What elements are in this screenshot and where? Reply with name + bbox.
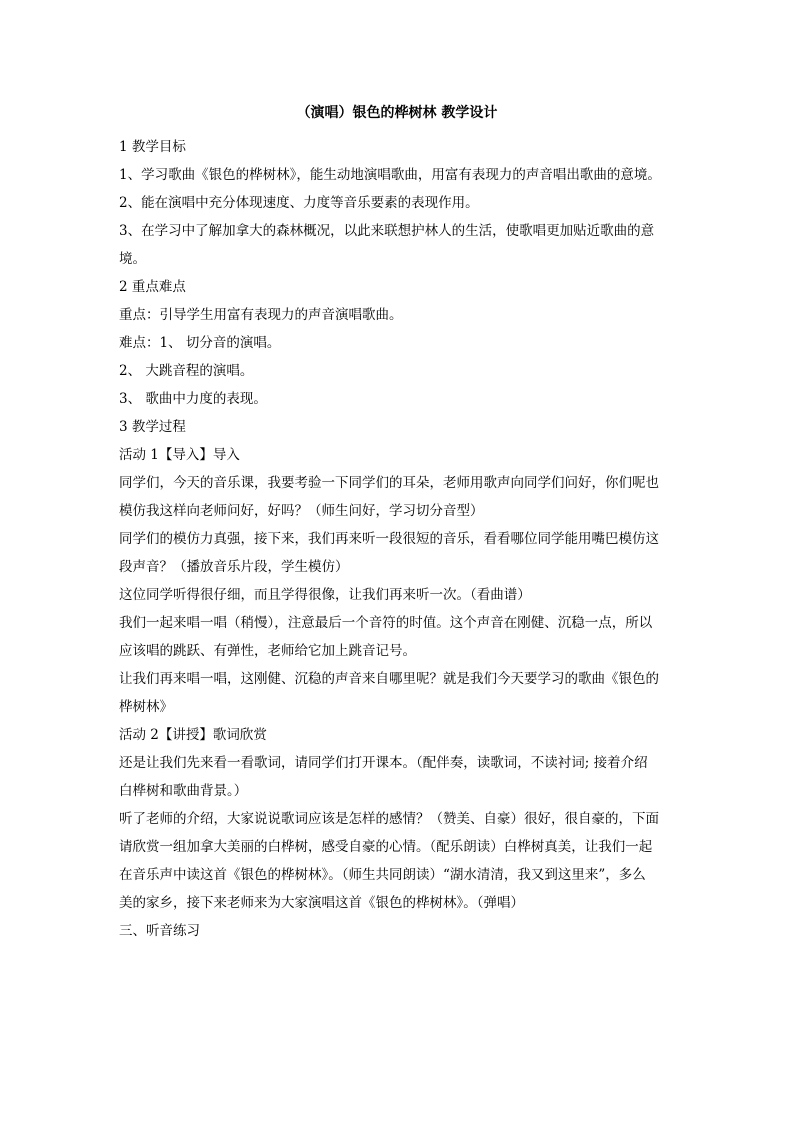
paragraph: 让我们再来唱一唱，这刚健、沉稳的声音来自哪里呢？就是我们今天要学习的歌曲《银色的 [119, 671, 659, 687]
paragraph: 听了老师的介绍，大家说说歌词应该是怎样的感情？（赞美、自豪）很好，很自豪的，下面 [119, 811, 659, 827]
paragraph: 3、在学习中了解加拿大的森林概况，以此来联想护林人的生活，使歌唱更加贴近歌曲的意 [119, 223, 655, 239]
paragraph: 同学们的模仿力真强，接下来，我们再来听一段很短的音乐，看看哪位同学能用嘴巴模仿这 [119, 531, 659, 547]
paragraph: 这位同学听得很仔细，而且学得很像，让我们再来听一次。（看曲谱） [119, 587, 531, 603]
paragraph: 白桦树和歌曲背景。） [119, 783, 248, 799]
heading-objectives: 1 教学目标 [119, 139, 186, 155]
paragraph: 2、能在演唱中充分体现速度、力度等音乐要素的表现作用。 [119, 195, 479, 211]
paragraph: 同学们，今天的音乐课，我要考验一下同学们的耳朵，老师用歌声向同学们问好，你们呢也 [119, 475, 659, 491]
activity-heading: 活动 1【导入】导入 [119, 447, 240, 463]
paragraph: 模仿我这样向老师问好，好吗？（师生问好，学习切分音型） [119, 503, 484, 519]
paragraph: 应该唱的跳跃、有弹性，老师给它加上跳音记号。 [119, 643, 416, 659]
paragraph: 还是让我们先来看一看歌词，请同学们打开课本。（配伴奏，读歌词，不读衬词; 接着介绍 [119, 755, 648, 771]
paragraph: 桦树林》 [119, 699, 173, 715]
section-heading: 三、听音练习 [119, 923, 200, 939]
paragraph: 2、 大跳音程的演唱。 [119, 363, 254, 379]
paragraph: 3、 歌曲中力度的表现。 [119, 391, 267, 407]
paragraph: 请欣赏一组加拿大美丽的白桦树，感受自豪的心情。（配乐朗读）白桦树真美，让我们一起 [119, 839, 653, 855]
document-title: （演唱）银色的桦树林 教学设计 [296, 105, 498, 121]
activity-heading: 活动 2【讲授】歌词欣赏 [119, 727, 267, 743]
paragraph: 我们一起来唱一唱（稍慢），注意最后一个音符的时值。这个声音在刚健、沉稳一点，所以 [119, 615, 653, 631]
paragraph: 美的家乡，接下来老师来为大家演唱这首《银色的桦树林》。（弹唱） [119, 895, 524, 911]
heading-process: 3 教学过程 [119, 419, 186, 435]
paragraph: 在音乐声中读这首《银色的桦树林》。（师生共同朗读）“湖水清清，我又到这里来”，多么 [119, 867, 646, 883]
document-body [119, 133, 679, 945]
paragraph: 重点：引导学生用富有表现力的声音演唱歌曲。 [119, 307, 403, 323]
paragraph: 段声音？（播放音乐片段，学生模仿） [119, 559, 349, 575]
paragraph: 难点：1、 切分音的演唱。 [119, 335, 281, 351]
paragraph: 境。 [119, 251, 146, 267]
paragraph: 1、学习歌曲《银色的桦树林》，能生动地演唱歌曲，用富有表现力的声音唱出歌曲的意境。 [119, 167, 661, 183]
heading-key-points: 2 重点难点 [119, 279, 186, 295]
